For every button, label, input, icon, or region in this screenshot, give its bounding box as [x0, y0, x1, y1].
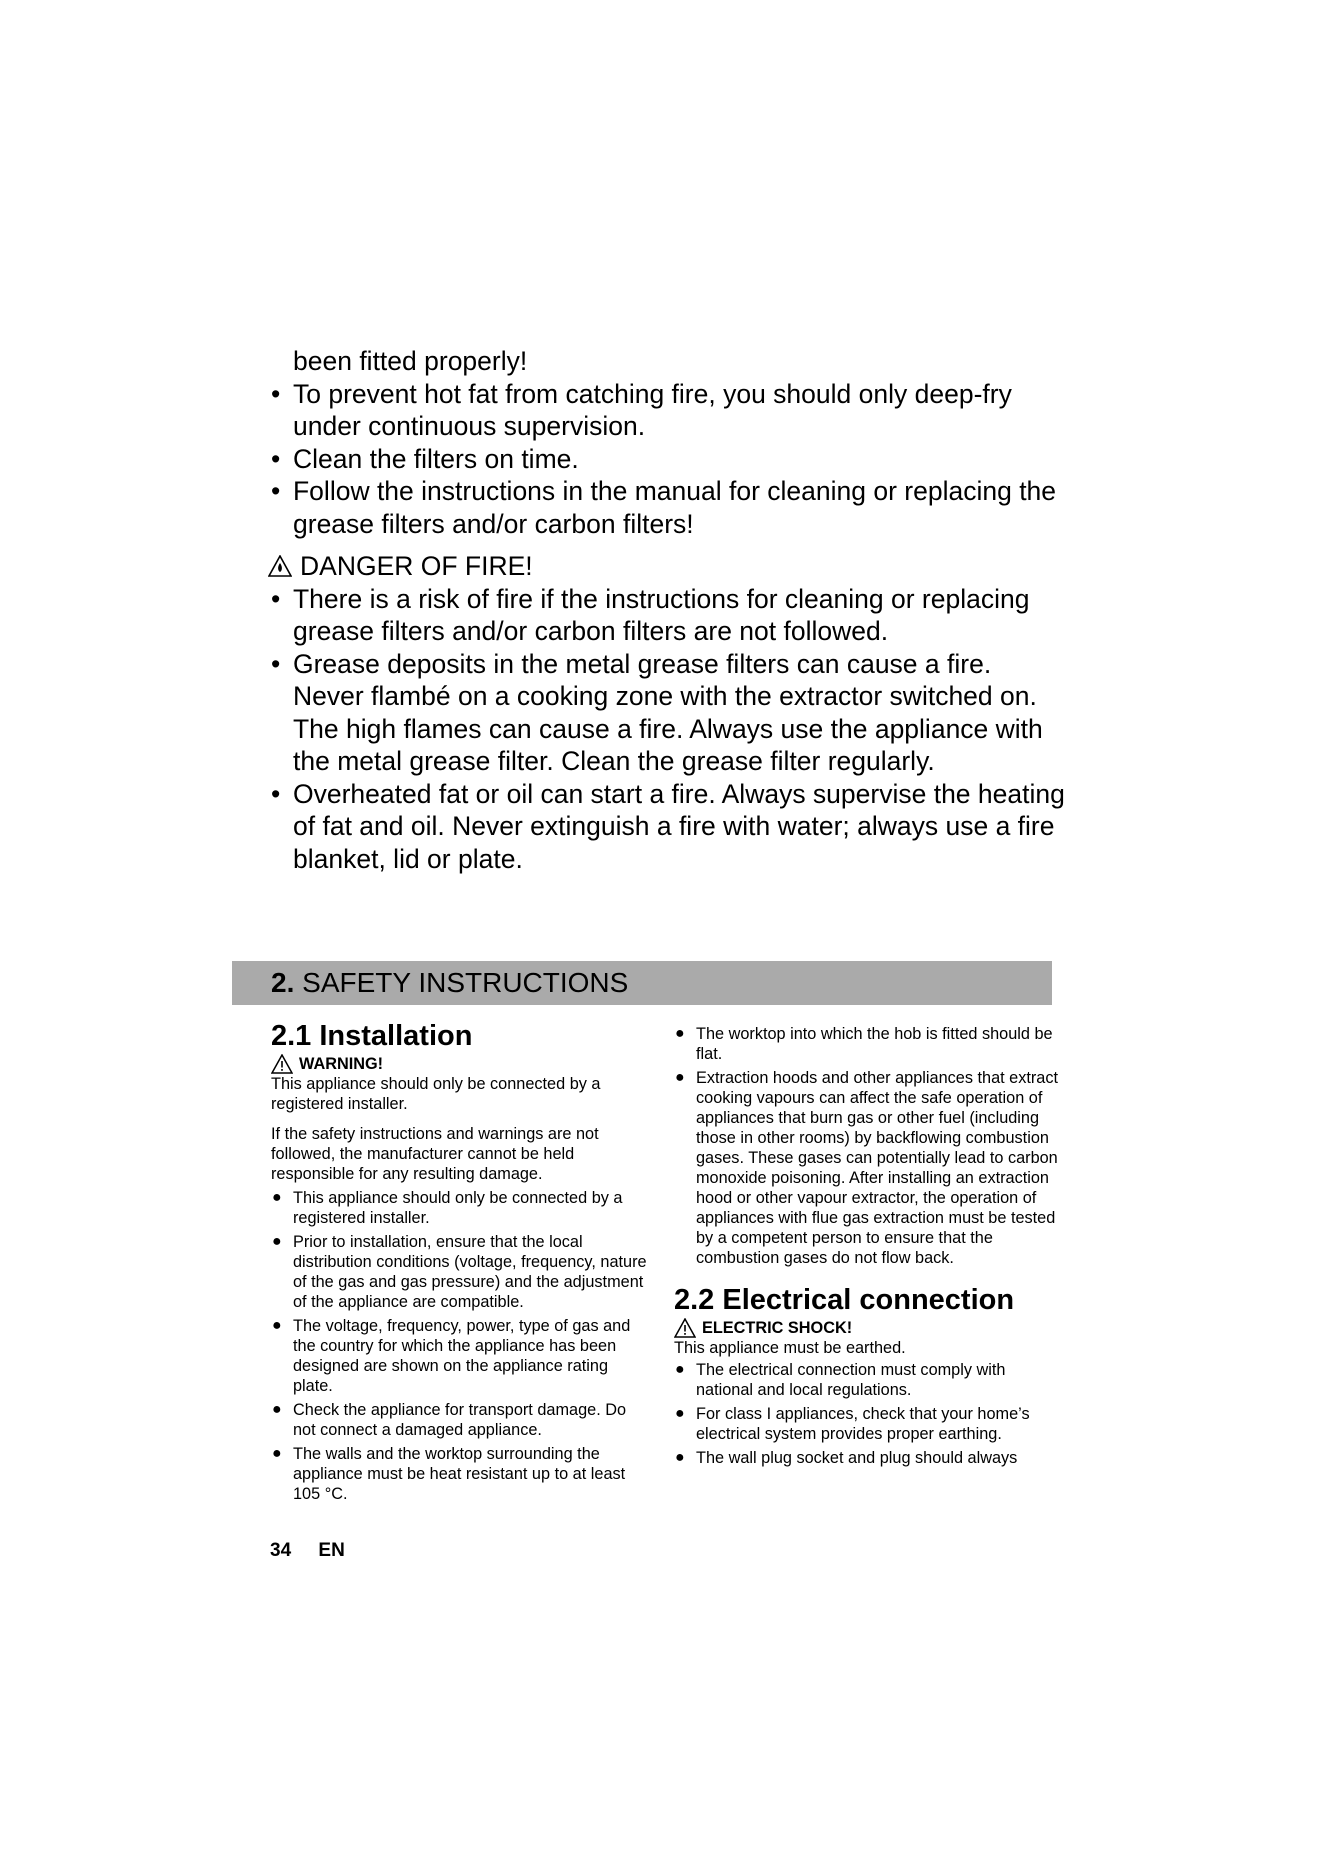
list-item: • To prevent hot fat from catching fire, you should only deep-fry under continuous supervision.	[271, 378, 1012, 441]
electrical-bullet-list	[674, 1360, 1060, 1468]
bullet-icon: ●	[272, 1317, 282, 1334]
bullet-icon: ●	[675, 1361, 685, 1378]
bullet-icon: •	[271, 583, 281, 614]
worktop-bullet-list	[674, 1024, 1060, 1268]
danger-bullet-list	[268, 583, 1068, 876]
electrical-heading: 2.2 Electrical connection	[674, 1284, 1015, 1316]
fire-warning-triangle-icon	[268, 555, 292, 577]
page-footer	[270, 1540, 367, 1562]
list-item: ● The worktop into which the hob is fitted should be flat.	[675, 1025, 1053, 1063]
installation-paragraph: If the safety instructions and warnings are not followed, the manufacturer cannot be held responsible for any resulting damage.	[271, 1125, 599, 1183]
list-item: • Grease deposits in the metal grease filters can cause a fire. Never flambé on a cooking zone with the extractor switched on. The high flames can cause a fire. Always use the appliance with the metal grease filter. Clean the grease filter regularly.	[271, 648, 1043, 776]
list-item: • Clean the filters on time.	[271, 443, 579, 474]
bullet-icon: ●	[675, 1405, 685, 1422]
installation-heading: 2.1 Installation	[271, 1020, 473, 1052]
list-item: ● Extraction hoods and other appliances that extract cooking vapours can affect the safe operation of appliances that burn gas or other fuel (including those in other rooms) by backflowing combustion gases. These gases can potentially lead to carbon monoxide poisoning. After installing an extraction hood or other vapour extractor, the operation of appliances with flue gas extraction must be tested by a competent person to ensure that the combustion gases do not flow back.	[675, 1069, 1059, 1267]
list-item: ● The electrical connection must comply with national and local regulations.	[675, 1361, 1006, 1399]
list-item: • There is a risk of fire if the instructions for cleaning or replacing grease filters and/or carbon filters are not followed.	[271, 583, 1030, 646]
electrical-intro: This appliance must be earthed.	[674, 1339, 906, 1357]
installation-bullet-list	[271, 1188, 651, 1504]
intro-bullet-list	[268, 378, 1068, 541]
list-item: ● The wall plug socket and plug should always	[675, 1449, 1018, 1467]
installation-paragraph: This appliance should only be connected by a registered installer.	[271, 1075, 601, 1113]
section-title: SAFETY INSTRUCTIONS	[302, 967, 629, 998]
bullet-icon: •	[271, 443, 281, 474]
bullet-icon: ●	[272, 1401, 282, 1418]
bullet-icon: ●	[272, 1445, 282, 1462]
list-item: • Overheated fat or oil can start a fire. Always supervise the heating of fat and oil. Never extinguish a fire with water; always use a fire blanket, lid or plate.	[271, 778, 1065, 874]
list-item: ● Check the appliance for transport damage. Do not connect a damaged appliance.	[272, 1401, 627, 1439]
bullet-icon: ●	[272, 1189, 282, 1206]
bullet-icon: ●	[675, 1449, 685, 1466]
list-item: ● The voltage, frequency, power, type of gas and the country for which the appliance has been designed are shown on the appliance rating plate.	[272, 1317, 631, 1395]
bullet-icon: •	[271, 476, 281, 506]
section-number: 2.	[271, 967, 295, 998]
right-column	[674, 1024, 1060, 1472]
bullet-icon: •	[271, 648, 281, 679]
bullet-icon: •	[271, 778, 281, 809]
list-item: ● Prior to installation, ensure that the local distribution conditions (voltage, frequency, nature of the gas and gas pressure) and the adjustment of the appliance are compatible.	[272, 1233, 647, 1311]
electric-shock-label: ELECTRIC SHOCK!	[674, 1318, 1060, 1338]
list-item: ● For class I appliances, check that your home’s electrical system provides proper earthing.	[675, 1405, 1030, 1443]
list-item: • Follow the instructions in the manual for cleaning or replacing the grease filters and/or carbon filters!	[271, 476, 1057, 539]
warning-triangle-icon	[271, 1054, 293, 1074]
list-item: ● This appliance should only be connected by a registered installer.	[272, 1189, 623, 1227]
fire-safety-block	[268, 345, 1068, 875]
bullet-icon: ●	[675, 1069, 685, 1086]
list-item: ● The walls and the worktop surrounding the appliance must be heat resistant up to at least 105 °C.	[272, 1445, 626, 1503]
bullet-icon: •	[271, 378, 281, 409]
bullet-icon: ●	[272, 1233, 282, 1250]
bullet-icon: ●	[675, 1025, 685, 1042]
section-title-bar	[232, 961, 1052, 1005]
warning-label: WARNING!	[271, 1054, 651, 1074]
installation-column	[271, 1018, 651, 1508]
page-number: 34	[270, 1540, 292, 1561]
continuation-text: been fitted properly!	[293, 346, 528, 376]
danger-heading: DANGER OF FIRE!	[268, 550, 1068, 583]
language-code: EN	[318, 1540, 345, 1561]
warning-triangle-icon	[674, 1318, 696, 1338]
